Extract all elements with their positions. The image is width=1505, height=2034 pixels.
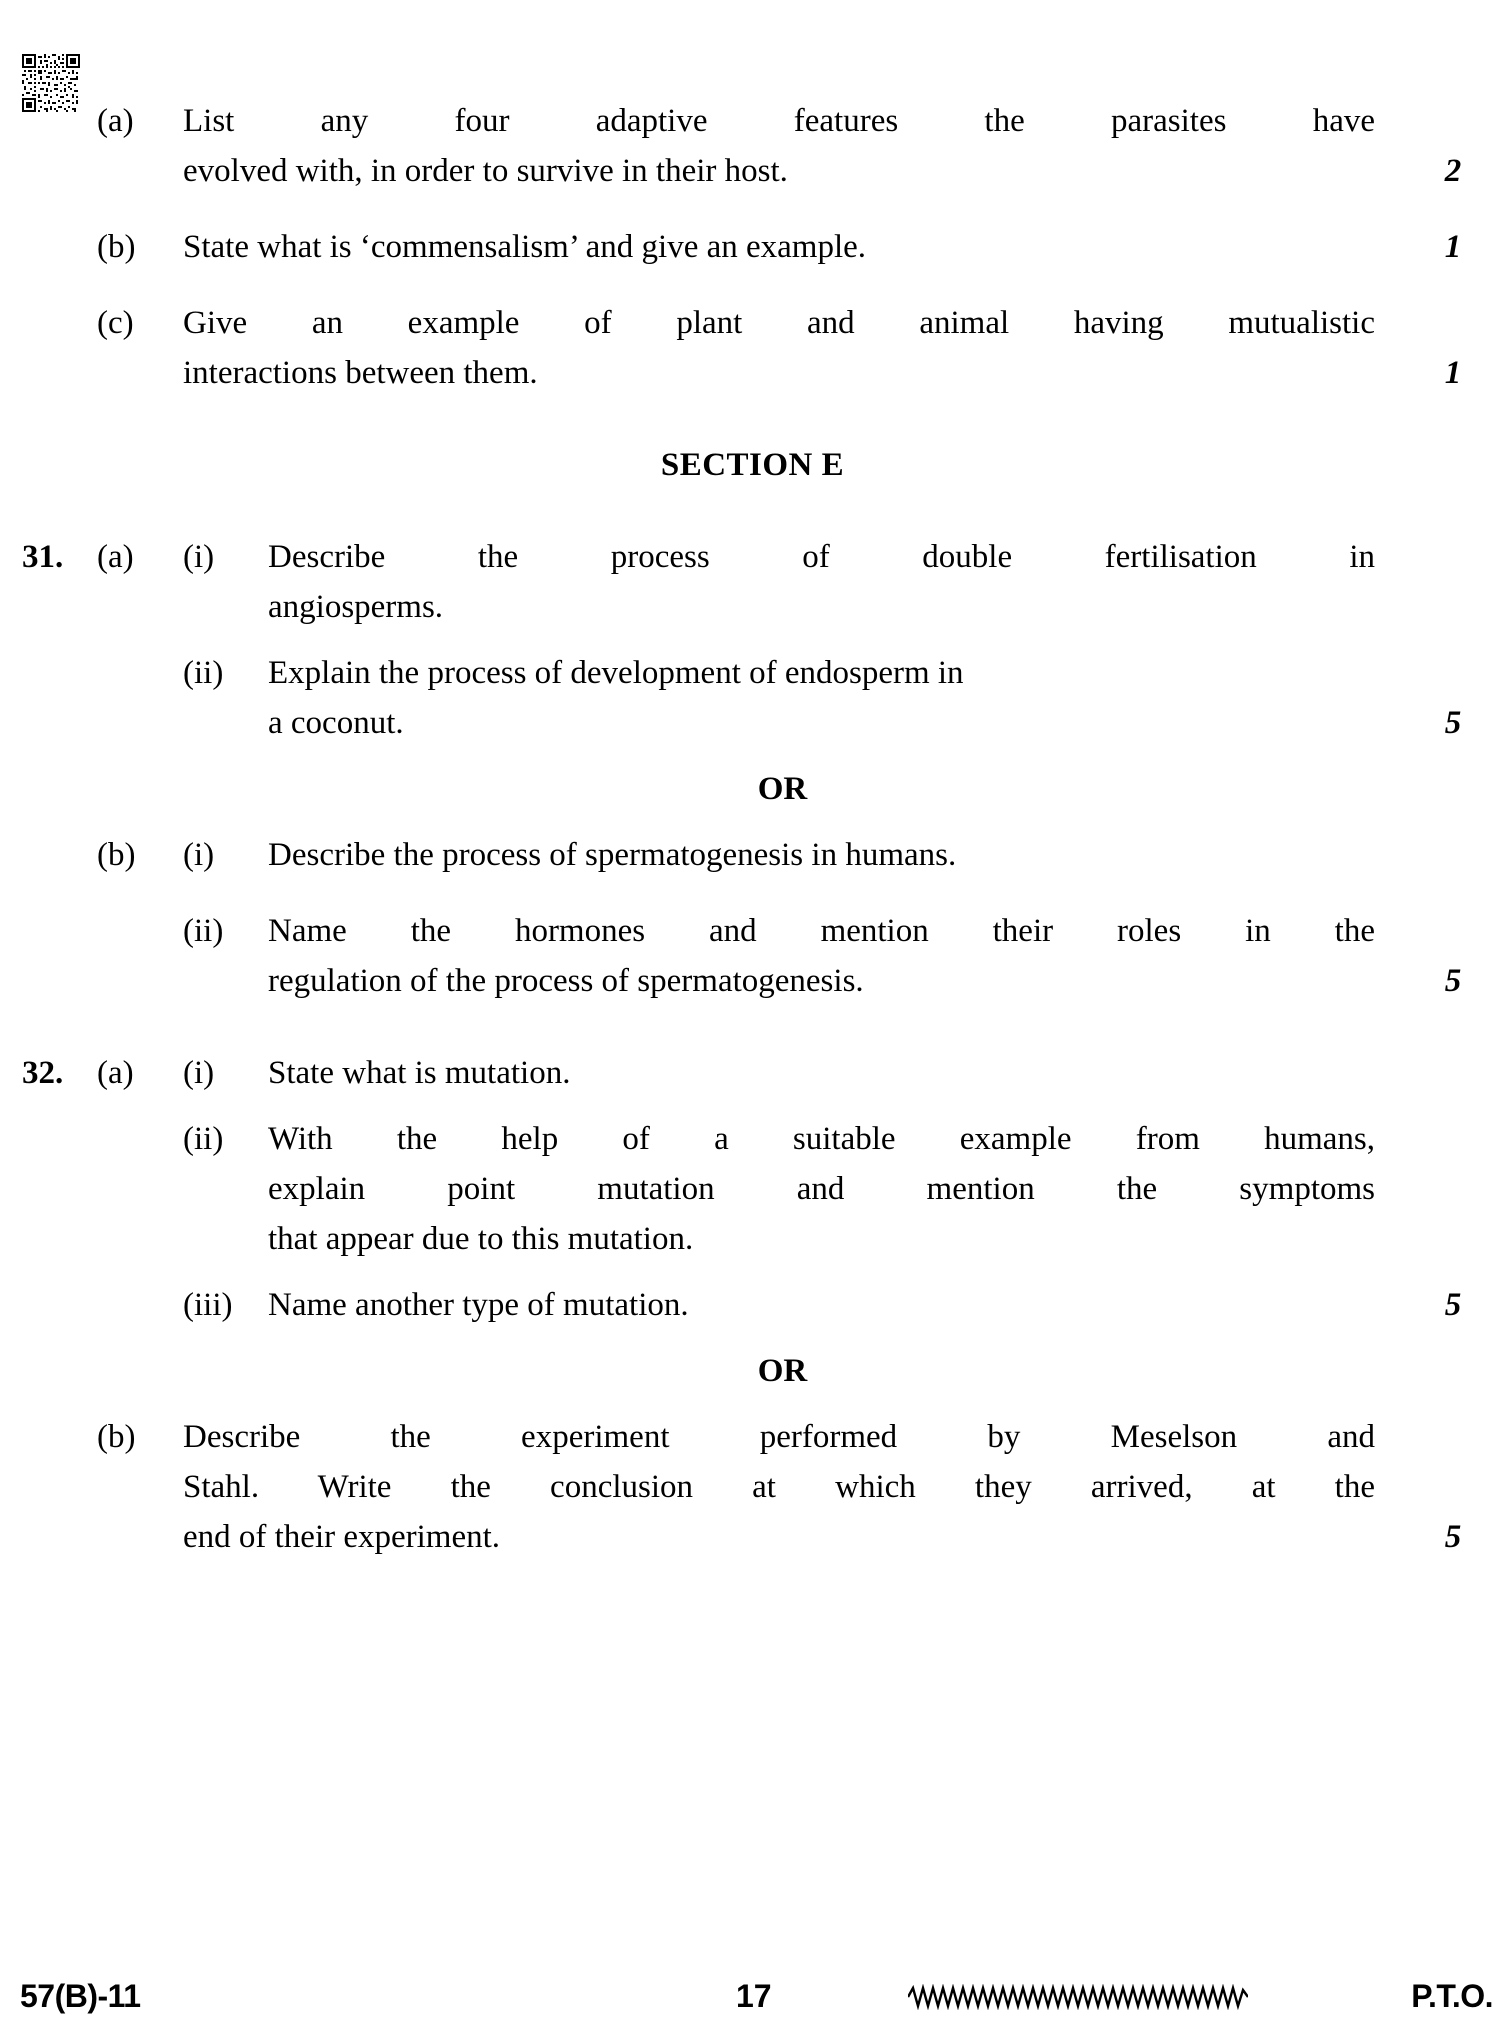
spacer	[0, 196, 1505, 222]
text-line: Explain the process of development of endosperm in	[268, 655, 964, 691]
or-divider: OR	[757, 771, 808, 807]
spacer	[0, 1006, 1505, 1048]
text-line: Stahl. Write the conclusion at which they arrived, at the	[183, 1469, 1375, 1505]
option-letter: (a)	[97, 539, 134, 575]
part-letter: (b)	[97, 229, 136, 265]
sub-item-text	[268, 906, 1375, 1006]
spacer	[0, 814, 1505, 830]
marks-value: 1	[1444, 229, 1462, 265]
spacer	[0, 632, 1505, 648]
spacer	[0, 1396, 1505, 1412]
question-item	[0, 1412, 1505, 1562]
text-line: With the help of a suitable example from humans,	[268, 1121, 1375, 1157]
part-letter: (a)	[97, 103, 134, 139]
sub-item-roman: (ii)	[183, 655, 224, 691]
text-line: Name another type of mutation.	[268, 1287, 689, 1323]
part-text	[183, 96, 1375, 196]
paper-code: 57(B)-11	[20, 1978, 141, 2014]
text-line: Give an example of plant and animal having mutualistic	[183, 305, 1375, 341]
text-line: evolved with, in order to survive in their host.	[183, 153, 788, 189]
sub-item-roman: (ii)	[183, 1121, 224, 1157]
question-item	[0, 830, 1505, 880]
marks-value: 5	[1444, 963, 1462, 999]
page-number: 17	[736, 1978, 772, 2014]
sub-item-roman: (iii)	[183, 1287, 233, 1323]
spacer	[0, 1330, 1505, 1346]
marks-value: 1	[1444, 355, 1462, 391]
marks-value: 5	[1444, 705, 1462, 741]
text-line: Name the hormones and mention their roles in the	[268, 913, 1375, 949]
text-line: end of their experiment.	[183, 1519, 501, 1555]
question-item	[0, 1048, 1505, 1098]
question-number: 32.	[22, 1055, 64, 1091]
marks-value: 2	[1444, 153, 1462, 189]
section-heading: SECTION E	[660, 447, 845, 483]
question-number: 31.	[22, 539, 64, 575]
question-item	[0, 648, 1505, 748]
marks-value: 5	[1444, 1287, 1462, 1323]
text-line: angiosperms.	[268, 589, 444, 625]
option-letter: (b)	[97, 1419, 136, 1455]
text-line: that appear due to this mutation.	[268, 1221, 694, 1257]
question-item	[0, 906, 1505, 1006]
question-part	[0, 222, 1505, 272]
sub-item-text	[268, 1114, 1375, 1264]
text-line: interactions between them.	[183, 355, 538, 391]
question-item	[0, 1280, 1505, 1330]
text-line: List any four adaptive features the parasites have	[183, 103, 1375, 139]
sub-item-roman: (i)	[183, 837, 215, 873]
text-line: Describe the process of spermatogenesis in humans.	[268, 837, 957, 873]
text-line: State what is ‘commensalism’ and give an example.	[183, 229, 867, 265]
turn-over-label: P.T.O.	[1411, 1978, 1493, 2014]
question-item	[0, 532, 1505, 632]
sub-item-roman: (i)	[183, 1055, 215, 1091]
option-letter: (a)	[97, 1055, 134, 1091]
part-text	[183, 222, 1375, 272]
spacer	[0, 398, 1505, 440]
text-line: Describe the process of double fertilisation in	[268, 539, 1375, 575]
spacer	[0, 490, 1505, 532]
text-line: State what is mutation.	[268, 1055, 571, 1091]
sub-item-text	[268, 648, 1375, 748]
text-line: Describe the experiment performed by Meselson and	[183, 1419, 1375, 1455]
spacer	[0, 880, 1505, 906]
text-line: regulation of the process of spermatogenesis.	[268, 963, 864, 999]
option-letter: (b)	[97, 837, 136, 873]
spacer	[0, 272, 1505, 298]
spacer	[0, 1264, 1505, 1280]
spacer	[0, 1098, 1505, 1114]
text-line: a coconut.	[268, 705, 404, 741]
sub-item-text	[268, 1048, 1375, 1098]
sub-item-roman: (ii)	[183, 913, 224, 949]
or-divider: OR	[757, 1353, 808, 1389]
question-content	[0, 96, 1505, 1562]
sub-item-text	[268, 830, 1375, 880]
sub-item-text	[183, 1412, 1375, 1562]
spacer	[0, 748, 1505, 764]
part-letter: (c)	[97, 305, 134, 341]
question-part	[0, 96, 1505, 196]
question-item	[0, 1114, 1505, 1264]
page-footer	[0, 1978, 1505, 2034]
zigzag-divider-icon	[908, 1984, 1248, 2010]
sub-item-text	[268, 532, 1375, 632]
part-text	[183, 298, 1375, 398]
marks-value: 5	[1444, 1519, 1462, 1555]
question-part	[0, 298, 1505, 398]
sub-item-roman: (i)	[183, 539, 215, 575]
sub-item-text	[268, 1280, 1375, 1330]
text-line: explain point mutation and mention the symptoms	[268, 1171, 1375, 1207]
